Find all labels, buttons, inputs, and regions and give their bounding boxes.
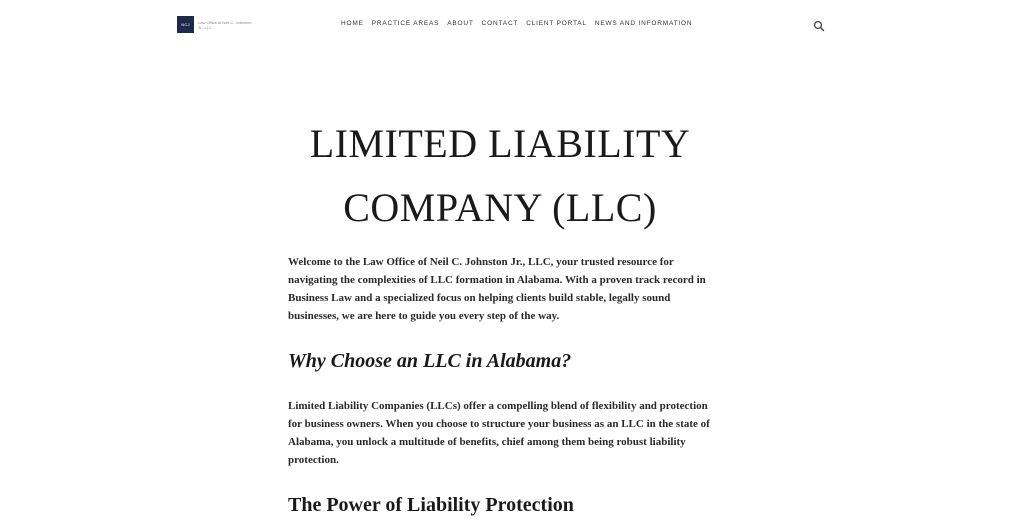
nav-news-and-information[interactable]: NEWS AND INFORMATION (594, 20, 693, 27)
search-icon (813, 20, 825, 32)
site-logo[interactable] (177, 16, 258, 33)
logo-mark (177, 16, 194, 33)
nav-about[interactable]: ABOUT (447, 20, 474, 27)
nav-client-portal[interactable]: CLIENT PORTAL (526, 20, 587, 27)
nav-contact[interactable]: CONTACT (481, 20, 519, 27)
page-title-line1: LIMITED LIABILITY (309, 121, 691, 166)
site-header (0, 0, 1024, 50)
nav-home[interactable]: HOME (341, 20, 364, 27)
intro-paragraph: Welcome to the Law Office of Neil C. Johnston Jr., LLC, your trusted resource for navigating the complexities of LLC formation in Alabama. With a proven track record in Business Law and a specialized focus on helping clients build stable, legally sound businesses, we are here to guide you every step of the way. (288, 256, 706, 322)
main-content (288, 253, 718, 519)
logo-text: Law Office of Neil C. Johnston Jr., LLC (198, 19, 252, 30)
search-button[interactable] (813, 19, 825, 31)
section-heading-liability-protection: The Power of Liability Protection (288, 494, 574, 516)
page-title-line2: COMPANY (LLC) (343, 185, 657, 230)
main-nav (341, 20, 692, 27)
page-title (0, 112, 1000, 240)
logo-mark-text: NCJ (181, 22, 190, 27)
section-heading-why-llc: Why Choose an LLC in Alabama? (288, 350, 572, 372)
nav-practice-areas[interactable]: PRACTICE AREAS (371, 20, 440, 27)
llc-benefits-paragraph: Limited Liability Companies (LLCs) offer a compelling blend of flexibility and protection for business owners. When you choose to structure your business as an LLC in the state of Alabama, you unlock a multitude of benefits, chief among them being robust liability protection. (288, 400, 710, 466)
